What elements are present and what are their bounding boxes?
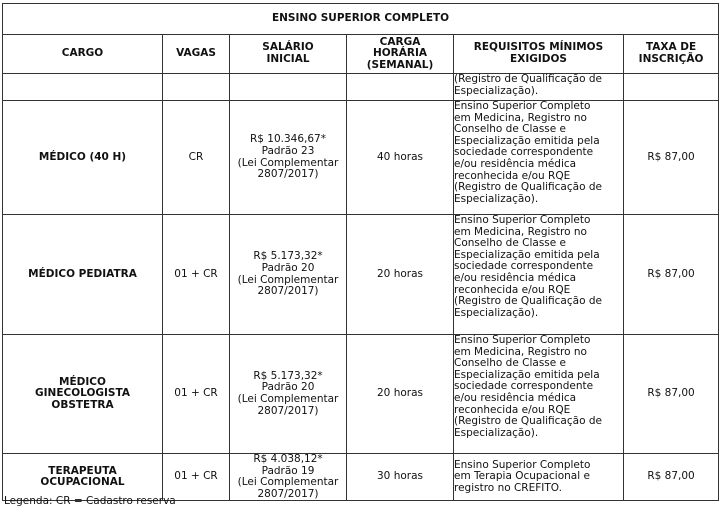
requisitos-line: e/ou residência médica bbox=[454, 391, 577, 404]
table-title: ENSINO SUPERIOR COMPLETO bbox=[3, 4, 719, 35]
salario-cell bbox=[230, 215, 347, 335]
requisitos-line: sociedade correspondente bbox=[454, 146, 594, 159]
requisitos-line: Especialização emitida pela bbox=[454, 248, 600, 261]
cargo-line: MÉDICO PEDIATRA bbox=[28, 267, 137, 280]
continuation-row bbox=[3, 74, 719, 101]
empty-cell bbox=[230, 74, 347, 101]
table-row bbox=[3, 454, 719, 501]
header-text-line: CARGA bbox=[379, 35, 421, 48]
requisitos-line: sociedade correspondente bbox=[454, 260, 594, 273]
empty-cell bbox=[3, 74, 163, 101]
legend-text: Legenda: CR = Cadastro reserva bbox=[4, 495, 176, 507]
cargo-line: MÉDICO bbox=[59, 375, 106, 388]
requisitos-line: Especialização). bbox=[454, 84, 539, 97]
requisitos-cell bbox=[454, 335, 624, 454]
requisitos-cell bbox=[454, 215, 624, 335]
empty-cell bbox=[163, 74, 230, 101]
salario-line: Padrão 23 bbox=[261, 144, 315, 157]
cargo-line: OBSTETRA bbox=[51, 398, 114, 411]
header-carga bbox=[347, 35, 454, 74]
salario-line: 2807/2017) bbox=[257, 487, 319, 500]
vagas-cell: CR bbox=[163, 101, 230, 215]
table-row bbox=[3, 215, 719, 335]
taxa-cell: R$ 87,00 bbox=[624, 454, 719, 501]
requisitos-line: em Terapia Ocupacional e bbox=[454, 470, 590, 483]
requisitos-line: (Registro de Qualificação de bbox=[454, 295, 602, 308]
header-row bbox=[3, 35, 719, 74]
empty-cell bbox=[624, 74, 719, 101]
header-cargo: CARGO bbox=[3, 35, 163, 74]
header-text-line: HORÁRIA bbox=[372, 47, 428, 60]
requisitos-line: Conselho de Classe e bbox=[454, 237, 567, 250]
requisitos-line: (Registro de Qualificação de bbox=[454, 181, 602, 194]
requisitos-line: em Medicina, Registro no bbox=[454, 111, 587, 124]
taxa-cell: R$ 87,00 bbox=[624, 335, 719, 454]
header-salario bbox=[230, 35, 347, 74]
header-taxa bbox=[624, 35, 719, 74]
requisitos-line: Conselho de Classe e bbox=[454, 357, 567, 370]
salario-line: R$ 5.173,32* bbox=[253, 369, 323, 382]
requisitos-line: reconhecida e/ou RQE bbox=[454, 169, 571, 182]
requisitos-line: Ensino Superior Completo bbox=[454, 214, 591, 226]
salario-line: Padrão 19 bbox=[261, 464, 315, 477]
cargo-line: OCUPACIONAL bbox=[40, 476, 125, 489]
table-row bbox=[3, 335, 719, 454]
requisitos-cell bbox=[454, 101, 624, 215]
salario-line: (Lei Complementar bbox=[237, 393, 339, 405]
salario-line: 2807/2017) bbox=[257, 168, 319, 181]
salario-line: R$ 5.173,32* bbox=[253, 250, 323, 263]
cargo-line: MÉDICO (40 H) bbox=[38, 150, 127, 163]
header-requisitos bbox=[454, 35, 624, 74]
requisitos-line: (Registro de Qualificação de bbox=[454, 415, 602, 428]
requisitos-line: (Registro de Qualificação de bbox=[454, 73, 602, 85]
requisitos-line: Especialização emitida pela bbox=[454, 134, 600, 147]
salario-line: 2807/2017) bbox=[257, 404, 319, 417]
carga-cell: 20 horas bbox=[347, 215, 454, 335]
salario-line: 2807/2017) bbox=[257, 285, 319, 298]
salario-line: R$ 10.346,67* bbox=[249, 133, 326, 146]
salario-line: Padrão 20 bbox=[261, 261, 315, 274]
vagas-cell: 01 + CR bbox=[163, 454, 230, 501]
salario-cell bbox=[230, 101, 347, 215]
requisitos-line: reconhecida e/ou RQE bbox=[454, 283, 571, 296]
vagas-cell: 01 + CR bbox=[163, 335, 230, 454]
salario-line: (Lei Complementar bbox=[237, 476, 339, 489]
cargo-cell bbox=[3, 335, 163, 454]
header-text-line: (SEMANAL) bbox=[366, 58, 434, 71]
header-text-line: TAXA DE bbox=[645, 41, 697, 54]
requisitos-line: Conselho de Classe e bbox=[454, 123, 567, 136]
requisitos-line: em Medicina, Registro no bbox=[454, 345, 587, 358]
requirements-table bbox=[2, 3, 719, 501]
salario-line: Padrão 20 bbox=[261, 381, 315, 394]
requisitos-line: em Medicina, Registro no bbox=[454, 225, 587, 238]
table-row bbox=[3, 101, 719, 215]
requisitos-line: Especialização). bbox=[454, 306, 539, 319]
table-title-row bbox=[3, 4, 719, 35]
requisitos-line: e/ou residência médica bbox=[454, 271, 577, 284]
requisitos-line: Ensino Superior Completo bbox=[454, 100, 591, 112]
requisitos-line: Especialização). bbox=[454, 192, 539, 205]
requisitos-line: sociedade correspondente bbox=[454, 380, 594, 393]
carga-cell: 30 horas bbox=[347, 454, 454, 501]
header-text-line: EXIGIDOS bbox=[510, 53, 567, 65]
salario-cell bbox=[230, 335, 347, 454]
cargo-cell bbox=[3, 101, 163, 215]
requisitos-line: e/ou residência médica bbox=[454, 157, 577, 170]
cargo-line: TERAPEUTA bbox=[48, 464, 117, 477]
salario-line: R$ 4.038,12* bbox=[253, 453, 323, 465]
empty-cell bbox=[347, 74, 454, 101]
salario-line: (Lei Complementar bbox=[237, 273, 339, 286]
carga-cell: 20 horas bbox=[347, 335, 454, 454]
header-text-line: SALÁRIO bbox=[262, 41, 314, 54]
requisitos-line: registro no CREFITO. bbox=[454, 481, 562, 494]
requisitos-cell bbox=[454, 454, 624, 501]
requisitos-line: Ensino Superior Completo bbox=[454, 458, 591, 471]
cargo-line: GINECOLOGISTA bbox=[35, 387, 130, 400]
taxa-cell: R$ 87,00 bbox=[624, 215, 719, 335]
cargo-cell bbox=[3, 215, 163, 335]
taxa-cell: R$ 87,00 bbox=[624, 101, 719, 215]
requisitos-line: Especialização). bbox=[454, 426, 539, 439]
cargo-cell bbox=[3, 454, 163, 501]
requisitos-line: Ensino Superior Completo bbox=[454, 334, 591, 346]
header-text-line: REQUISITOS MÍNIMOS bbox=[473, 41, 604, 54]
requisitos-line: Especialização emitida pela bbox=[454, 368, 600, 381]
header-text-line: INSCRIÇÃO bbox=[638, 53, 704, 65]
header-vagas: VAGAS bbox=[163, 35, 230, 74]
requisitos-cell bbox=[454, 74, 624, 101]
vagas-cell: 01 + CR bbox=[163, 215, 230, 335]
salario-line: (Lei Complementar bbox=[237, 156, 339, 169]
salario-cell bbox=[230, 454, 347, 501]
header-text-line: INICIAL bbox=[266, 53, 310, 65]
requisitos-line: reconhecida e/ou RQE bbox=[454, 403, 571, 416]
carga-cell: 40 horas bbox=[347, 101, 454, 215]
